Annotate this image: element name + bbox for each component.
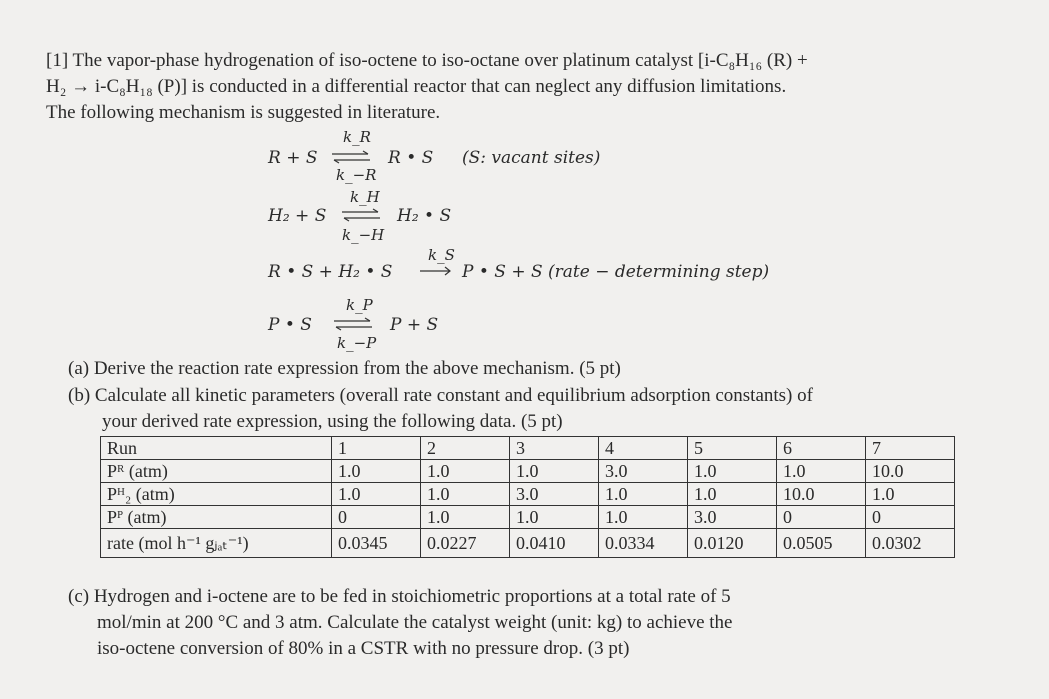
table-header-label: Run [101, 437, 332, 460]
equilibrium-arrow-icon [330, 150, 372, 164]
row-label: Pᴾ (atm) [101, 506, 332, 529]
table-cell: 1.0 [688, 483, 777, 506]
table-cell: 0.0120 [688, 529, 777, 558]
equilibrium-arrow-icon [340, 208, 382, 222]
table-cell: 0 [777, 506, 866, 529]
question-b-line-2: your derived rate expression, using the following data. (5 pt) [102, 411, 563, 432]
table-cell: 1.0 [421, 460, 510, 483]
step2-right: H₂ • S [397, 206, 452, 226]
table-header-cell: 7 [866, 437, 955, 460]
table-cell: 1.0 [332, 460, 421, 483]
step1-right: R • S [388, 148, 434, 168]
problem-intro-line-2: H₂ → i-C₈H₁₈ (P)] is conducted in a differential reactor that can neglect any diffusion limitations. [46, 76, 787, 97]
table-cell: 0.0505 [777, 529, 866, 558]
table-header-cell: 2 [421, 437, 510, 460]
question-c-line-1: (c) Hydrogen and i-octene are to be fed in stoichiometric proportions at a total rate of 5 [68, 586, 731, 607]
step1-left: R + S [268, 148, 318, 168]
table-cell: 1.0 [599, 506, 688, 529]
table-cell: 3.0 [599, 460, 688, 483]
table-cell: 3.0 [688, 506, 777, 529]
step2-k-reverse: k_−H [342, 226, 385, 244]
table-cell: 3.0 [510, 483, 599, 506]
table-cell: 10.0 [866, 460, 955, 483]
step2-k-forward: k_H [350, 188, 380, 206]
equilibrium-arrow-icon [332, 317, 374, 331]
table-cell: 1.0 [421, 506, 510, 529]
step2-left: H₂ + S [268, 206, 327, 226]
problem-intro-line-3: The following mechanism is suggested in literature. [46, 102, 441, 123]
table-row [101, 529, 955, 558]
table-cell: 0 [866, 506, 955, 529]
question-b-line-1: (b) Calculate all kinetic parameters (overall rate constant and equilibrium adsorption constants) of [68, 385, 813, 406]
step3-right: P • S + S (rate − determining step) [462, 262, 770, 282]
table-header-cell: 4 [599, 437, 688, 460]
table-header-cell: 1 [332, 437, 421, 460]
table-row [101, 506, 955, 529]
row-label: Pᴴ₂ (atm) [101, 483, 332, 506]
question-c-line-2: mol/min at 200 °C and 3 atm. Calculate the catalyst weight (unit: kg) to achieve the [97, 612, 733, 633]
table-row [101, 460, 955, 483]
table-cell: 0.0334 [599, 529, 688, 558]
table-header-cell: 6 [777, 437, 866, 460]
table-cell: 1.0 [777, 460, 866, 483]
kinetics-data-table [100, 436, 955, 558]
table-cell: 0.0410 [510, 529, 599, 558]
table-cell: 1.0 [866, 483, 955, 506]
step3-left: R • S + H₂ • S [268, 262, 393, 282]
row-label: Pᴿ (atm) [101, 460, 332, 483]
step4-right: P + S [390, 315, 439, 335]
step4-left: P • S [268, 315, 312, 335]
step4-k-forward: k_P [346, 296, 373, 314]
step4-k-reverse: k_−P [337, 334, 377, 352]
table-cell: 0 [332, 506, 421, 529]
table-cell: 1.0 [510, 460, 599, 483]
table-cell: 1.0 [332, 483, 421, 506]
step1-note: (S: vacant sites) [462, 148, 601, 168]
table-cell: 1.0 [599, 483, 688, 506]
table-cell: 10.0 [777, 483, 866, 506]
row-label: rate (mol h⁻¹ gⱼₐₜ⁻¹) [101, 529, 332, 558]
table-cell: 0.0345 [332, 529, 421, 558]
step3-k-forward: k_S [428, 246, 455, 264]
forward-arrow-icon [418, 264, 454, 278]
table-cell: 0.0302 [866, 529, 955, 558]
step1-k-reverse: k_−R [336, 166, 377, 184]
problem-intro-line-1: [1] The vapor-phase hydrogenation of iso-octene to iso-octane over platinum catalyst [i-C₈H₁₆ (R) + [46, 50, 808, 71]
step1-k-forward: k_R [343, 128, 371, 146]
table-cell: 1.0 [688, 460, 777, 483]
table-cell: 0.0227 [421, 529, 510, 558]
table-row [101, 483, 955, 506]
table-header-cell: 3 [510, 437, 599, 460]
table-header-row [101, 437, 955, 460]
table-cell: 1.0 [510, 506, 599, 529]
table-cell: 1.0 [421, 483, 510, 506]
question-c-line-3: iso-octene conversion of 80% in a CSTR with no pressure drop. (3 pt) [97, 638, 630, 659]
table-header-cell: 5 [688, 437, 777, 460]
question-a: (a) Derive the reaction rate expression from the above mechanism. (5 pt) [68, 358, 621, 379]
